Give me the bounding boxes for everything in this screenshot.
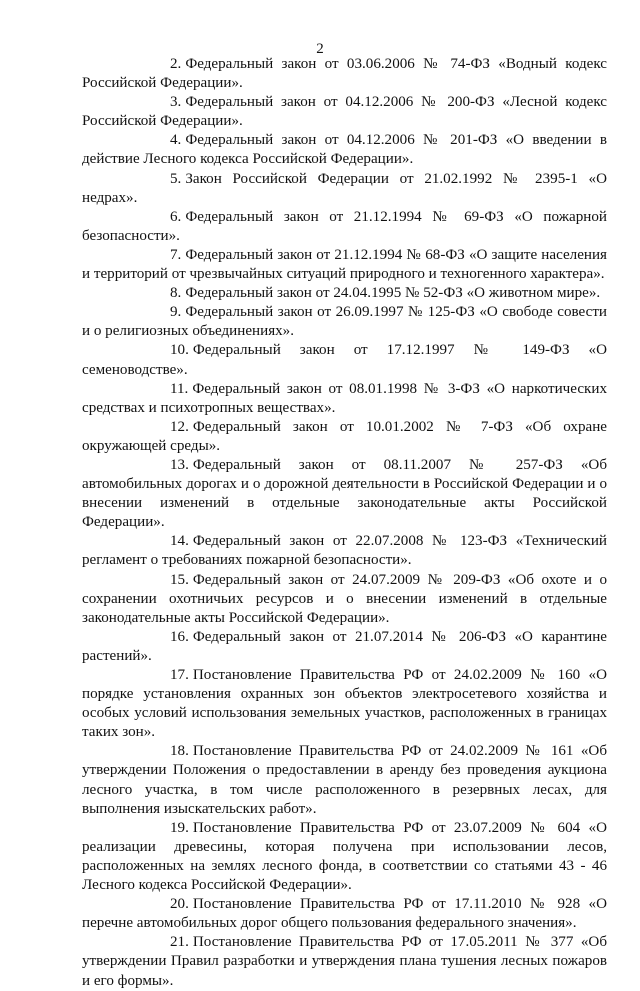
item-text: Федеральный закон от 17.12.1997 № 149-ФЗ «О семеноводстве».: [82, 342, 607, 378]
item-text: Закон Российской Федерации от 21.02.1992 № 2395-1 «О недрах».: [82, 170, 607, 206]
list-item: [82, 93, 607, 131]
item-text: Постановление Правительства РФ от 23.07.2009 № 604 «О реализации древесины, которая получена при использовании лесов, расположенных на землях лесного фонда, в соответствии со статьями 43 - 46 Лесного кодекса Российской Федерации».: [82, 819, 607, 894]
item-text: Федеральный закон от 03.06.2006 № 74-ФЗ «Водный кодекс Российской Федерации».: [82, 56, 607, 92]
item-number: 7.: [170, 246, 182, 263]
list-item: [82, 380, 607, 418]
item-number: 5.: [170, 170, 182, 187]
list-item: [82, 303, 607, 341]
list-item: [82, 532, 607, 570]
item-number: 9.: [170, 304, 182, 321]
list-item: [82, 131, 607, 169]
item-number: 3.: [170, 94, 182, 111]
list-item: [82, 628, 607, 666]
item-number: 8.: [170, 285, 182, 302]
list-item: [82, 742, 607, 818]
item-text: Федеральный закон от 21.12.1994 № 69-ФЗ «О пожарной безопасности».: [82, 208, 607, 244]
item-number: 12.: [170, 418, 189, 435]
item-text: Федеральный закон от 04.12.2006 № 200-ФЗ «Лесной кодекс Российской Федерации».: [82, 94, 607, 130]
list-item: [82, 170, 607, 208]
item-number: 10.: [170, 342, 189, 359]
item-number: 2.: [170, 56, 182, 72]
item-text: Федеральный закон от 08.01.1998 № 3-ФЗ «О наркотических средствах и психотропных веществах».: [82, 380, 607, 416]
item-text: Федеральный закон от 21.07.2014 № 206-ФЗ «О карантине растений».: [82, 628, 607, 664]
page-number: 2: [316, 41, 324, 57]
list-item: [82, 55, 607, 93]
list-item: [82, 456, 607, 532]
item-number: 15.: [170, 571, 189, 588]
item-text: Постановление Правительства РФ от 24.02.2009 № 161 «Об утверждении Положения о предоставлении в аренду без проведения аукциона лесного участка, в том числе расположенного в резервных лесах, для выполнения изыскательских работ».: [82, 743, 607, 817]
item-number: 19.: [170, 819, 189, 836]
list-item: [82, 571, 607, 628]
list-item: [82, 666, 607, 742]
item-text: Федеральный закон от 24.04.1995 № 52-ФЗ «О животном мире».: [185, 285, 601, 302]
item-number: 13.: [170, 456, 189, 473]
list-item: [82, 341, 607, 379]
list-item: [82, 895, 607, 933]
item-text: Федеральный закон от 24.07.2009 № 209-ФЗ «Об охоте и о сохранении охотничьих ресурсов и о внесении изменений в отдельные законодательные акты Российской Федерации».: [82, 571, 607, 626]
item-number: 17.: [170, 667, 189, 683]
list-item: [82, 208, 607, 246]
item-number: 14.: [170, 533, 189, 550]
item-text: Постановление Правительства РФ от 17.11.2010 № 928 «О перечне автомобильных дорог общего пользования федерального значения».: [82, 896, 607, 932]
item-number: 21.: [170, 934, 189, 951]
item-number: 16.: [170, 628, 189, 645]
item-text: Федеральный закон от 22.07.2008 № 123-ФЗ «Технический регламент о требованиях пожарной безопасности».: [82, 533, 607, 569]
item-number: 6.: [170, 208, 182, 225]
list-item: [82, 418, 607, 456]
item-text: Федеральный закон от 08.11.2007 № 257-ФЗ «Об автомобильных дорогах и о дорожной деятельности в Российской Федерации и о внесении изменений в отдельные законодательные акты Российской Федерации».: [82, 456, 607, 531]
item-number: 18.: [170, 743, 189, 760]
item-number: 20.: [170, 896, 189, 913]
item-text: Федеральный закон от 10.01.2002 № 7-ФЗ «Об охране окружающей среды».: [82, 418, 607, 454]
list-item: [82, 246, 607, 284]
item-text: Постановление Правительства РФ от 24.02.2009 № 160 «О порядке установления охранных зон объектов электросетевого хозяйства и особых условий использования земельных участков, расположенных в границах таких зон».: [82, 667, 607, 741]
legal-acts-list: [82, 55, 607, 991]
item-text: Федеральный закон от 21.12.1994 № 68-ФЗ «О защите населения и территорий от чрезвычайных ситуаций природного и техногенного характера».: [82, 246, 607, 283]
item-text: Постановление Правительства РФ от 17.05.2011 № 377 «Об утверждении Правил разработки и утверждения плана тушения лесных пожаров и его формы».: [82, 934, 607, 989]
item-text: Федеральный закон от 26.09.1997 № 125-ФЗ «О свободе совести и о религиозных объединениях».: [82, 304, 607, 340]
item-number: 11.: [170, 380, 189, 397]
list-item: [82, 819, 607, 895]
item-number: 4.: [170, 132, 182, 149]
list-item: [82, 284, 607, 303]
item-text: Федеральный закон от 04.12.2006 № 201-ФЗ «О введении в действие Лесного кодекса Российской Федерации».: [82, 132, 607, 168]
list-item: [82, 933, 607, 990]
